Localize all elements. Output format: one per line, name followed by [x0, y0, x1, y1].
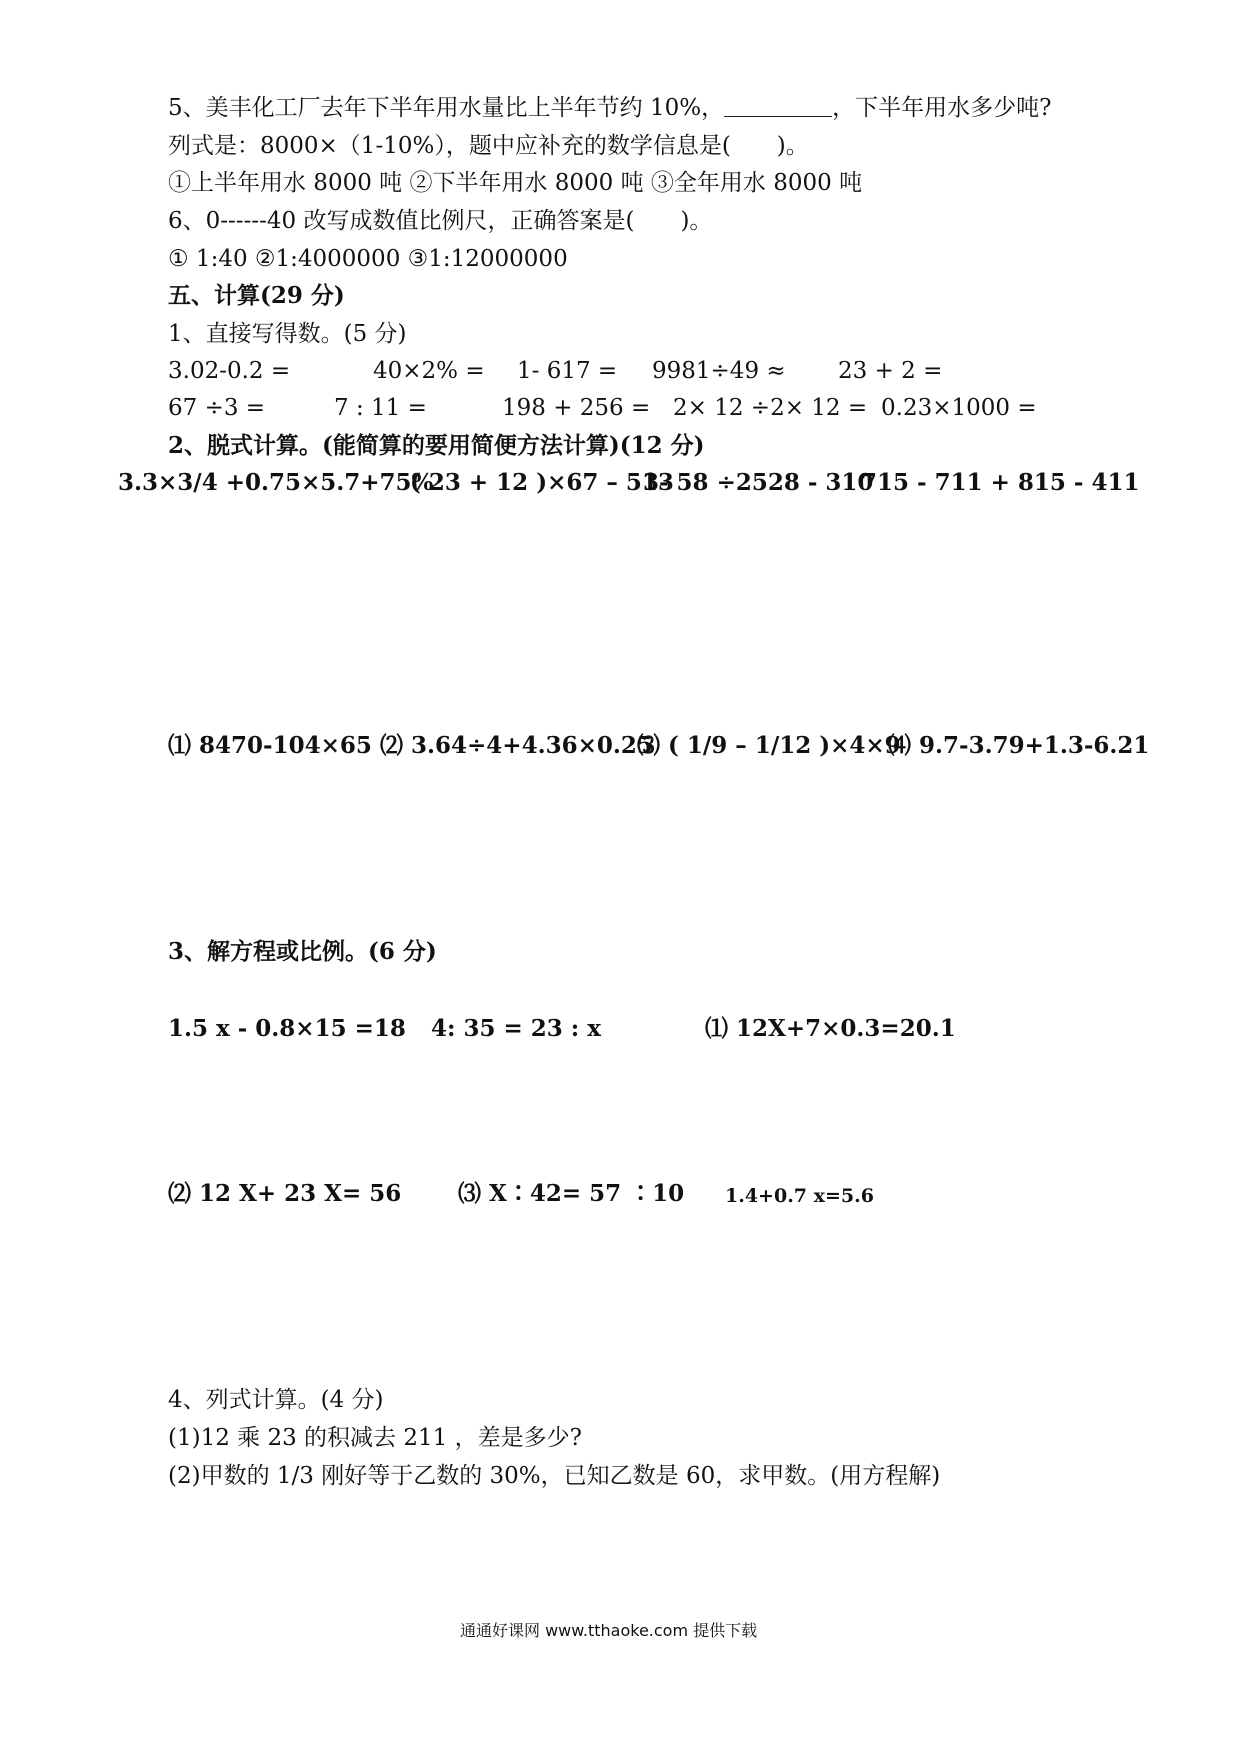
part4-q2: (2)甲数的 1/3 刚好等于乙数的 30%，已知乙数是 60，求甲数。(用方程解): [168, 1463, 941, 1489]
q5-line1: [168, 93, 1051, 123]
part3-r1-item2: 4: 35 = 23 : x: [431, 1015, 602, 1042]
page-footer: 通通好课网 www.tthaoke.com 提供下载: [460, 1621, 758, 1640]
q6-line1: 6、0------40 改写成数值比例尺，正确答案是( )。: [168, 208, 713, 234]
part1-title: 1、直接写得数。(5 分): [168, 321, 407, 347]
part1-r2-item2: 7 : 11 =: [334, 395, 427, 421]
section5-title: 五、计算(29 分): [168, 282, 345, 309]
part2-title: 2、脱式计算。(能简算的要用简便方法计算)(12 分): [168, 432, 705, 459]
part3-r1-item3: ⑴ 12X+7×0.3=20.1: [705, 1015, 956, 1042]
part4-title: 4、列式计算。(4 分): [168, 1387, 384, 1413]
part3-r1-item1: 1.5 x - 0.8×15 =18: [168, 1015, 406, 1042]
part2-r1-item4: 715 - 711 + 815 - 411: [861, 469, 1140, 496]
part1-r1-item4: 9981÷49 ≈: [652, 358, 786, 384]
part2-r2-item1: ⑴ 8470-104×65: [168, 732, 372, 759]
part2-r2-item3: ⑶ ( 1/9 – 1/12 )×4×9: [637, 732, 901, 759]
q5-line1-text-b: ，下半年用水多少吨?: [832, 95, 1052, 121]
part3-r2-item2: ⑶ X∶42= 57 ∶10: [458, 1180, 685, 1207]
q5-formula: 列式是：8000×（1-10%），题中应补充的数学信息是( )。: [168, 133, 809, 159]
part2-r2-item4: ⑷ 9.7-3.79+1.3-6.21: [888, 732, 1150, 759]
part1-r1-item3: 1- 617 =: [517, 358, 618, 384]
part1-r1-item2: 40×2% =: [373, 358, 485, 384]
q6-options: ① 1:40 ②1:4000000 ③1:12000000: [168, 246, 568, 272]
part1-r1-item1: 3.02-0.2 =: [168, 358, 291, 384]
part1-r2-item3: 198 + 256 =: [502, 395, 651, 421]
part3-r2-item3: 1.4+0.7 x=5.6: [725, 1185, 874, 1207]
part1-r2-item4: 2× 12 ÷2× 12 =: [673, 395, 868, 421]
part1-r1-item5: 23 + 2 =: [838, 358, 943, 384]
part4-q1: (1)12 乘 23 的积减去 211 ，差是多少?: [168, 1425, 582, 1451]
part2-r1-item2: ( 23 + 12 )×67 – 513: [410, 469, 674, 496]
part2-r2-item2: ⑵ 3.64÷4+4.36×0.25: [380, 732, 653, 759]
part1-r2-item1: 67 ÷3 =: [168, 395, 266, 421]
part2-r1-item1: 3.3×3/4 +0.75×5.7+75%: [118, 469, 434, 496]
q5-options: ①上半年用水 8000 吨 ②下半年用水 8000 吨 ③全年用水 8000 吨: [168, 170, 863, 196]
q5-line1-text-a: 5、美丰化工厂去年下半年用水量比上半年节约 10%，: [168, 95, 725, 121]
part1-r2-item5: 0.23×1000 =: [881, 395, 1037, 421]
part3-title: 3、解方程或比例。(6 分): [168, 938, 437, 965]
q5-answer-blank[interactable]: [724, 96, 832, 117]
part3-r2-item1: ⑵ 12 X+ 23 X= 56: [168, 1180, 402, 1207]
part2-r1-item3: 3- 58 ÷2528 - 310: [643, 469, 874, 496]
